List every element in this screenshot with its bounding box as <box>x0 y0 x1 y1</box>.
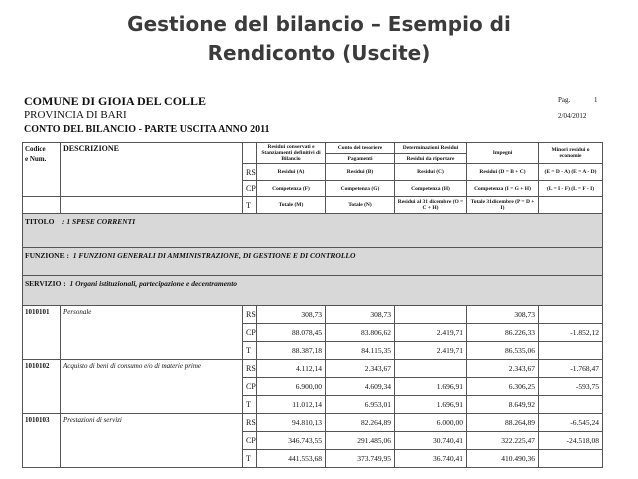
header-col2-mid: Pagamenti <box>326 154 395 164</box>
header-col3-cp: Competenza (H) <box>395 181 467 197</box>
slide-title-line2: Rendiconto (Uscite) <box>207 41 431 65</box>
table-row <box>23 414 603 432</box>
cell-cp-col5: -1.852,12 <box>539 324 603 342</box>
header-codice <box>23 143 61 197</box>
cell-rs-col5: -6.545,24 <box>539 414 603 432</box>
row-description: Prestazioni di servizi <box>61 414 243 468</box>
conto-title: CONTO DEL BILANCIO - PARTE USCITA ANNO 2011 <box>24 124 270 135</box>
cell-rs-col5: -1.768,47 <box>539 360 603 378</box>
cell-t-col5 <box>539 342 603 360</box>
cell-cp-col3: 2.419,71 <box>395 324 467 342</box>
cell-rs-col4: 308,73 <box>467 306 539 324</box>
header-descrizione: DESCRIZIONE <box>61 143 243 197</box>
cell-cp-col1: 346.743,55 <box>257 432 326 450</box>
header-col5-cp: (L = I - F) (L = F - I) <box>539 181 603 197</box>
section-funzione <box>23 248 603 276</box>
cell-rs-col1: 94.810,13 <box>257 414 326 432</box>
table-row <box>23 306 603 324</box>
header-col2-cp: Competenza (G) <box>326 181 395 197</box>
provincia-name: PROVINCIA DI BARI <box>24 109 127 121</box>
header-col4-top: Impegni <box>467 143 539 164</box>
section-titolo <box>23 214 603 248</box>
header-col3-rs: Residui (C) <box>395 164 467 181</box>
section-servizio <box>23 276 603 306</box>
header-col1-cp: Competenza (F) <box>257 181 326 197</box>
row-type-cp: CP <box>243 378 257 396</box>
funzione-label: FUNZIONE : <box>25 251 69 260</box>
titolo-text: : 1 SPESE CORRENTI <box>61 217 136 226</box>
cell-rs-col4: 2.343,67 <box>467 360 539 378</box>
cell-cp-col4: 322.225,47 <box>467 432 539 450</box>
data-rows <box>23 306 603 468</box>
cell-rs-col1: 308,73 <box>257 306 326 324</box>
cell-rs-col2: 308,73 <box>326 306 395 324</box>
cell-rs-col2: 2.343,67 <box>326 360 395 378</box>
row-code: 1010103 <box>23 414 61 468</box>
cell-cp-col1: 6.900,00 <box>257 378 326 396</box>
header-cp: CP <box>243 181 257 197</box>
cell-t-col3: 2.419,71 <box>395 342 467 360</box>
row-description: Personale <box>61 306 243 360</box>
row-type-rs: RS <box>243 306 257 324</box>
header-col5-t <box>539 197 603 214</box>
row-code: 1010102 <box>23 360 61 414</box>
cell-t-col4: 410.490,36 <box>467 450 539 468</box>
page-number: 1 <box>594 96 598 104</box>
header-col4-t: Totale 31dicembre (P = D + I) <box>467 197 539 214</box>
rendiconto-document <box>18 94 604 466</box>
header-col2-top: Conto del tesoriere <box>326 143 395 154</box>
header-t: T <box>243 197 257 214</box>
header-col3-t: Residui al 31 dicembre (O = C + H) <box>395 197 467 214</box>
cell-cp-col5: -593,75 <box>539 378 603 396</box>
comune-name: COMUNE DI GIOIA DEL COLLE <box>24 94 207 108</box>
header-col1-top: Residui conservati e Stanziamenti definitivi di Bilancio <box>257 143 326 164</box>
cell-t-col3: 1.696,91 <box>395 396 467 414</box>
cell-rs-col1: 4.112,14 <box>257 360 326 378</box>
cell-cp-col3: 30.740,41 <box>395 432 467 450</box>
cell-cp-col1: 88.078,45 <box>257 324 326 342</box>
cell-t-col4: 86.535,06 <box>467 342 539 360</box>
header-codice-label: Codice <box>25 145 46 153</box>
page-label: Pag. <box>558 96 571 104</box>
slide-title-line1: Gestione del bilancio – Esempio di <box>127 12 511 36</box>
table-row <box>23 360 603 378</box>
row-type-cp: CP <box>243 324 257 342</box>
document-date: 2/04/2012 <box>558 112 587 120</box>
cell-t-col2: 6.953,01 <box>326 396 395 414</box>
budget-table <box>22 142 603 468</box>
cell-rs-col5 <box>539 306 603 324</box>
cell-t-col3: 36.740,41 <box>395 450 467 468</box>
cell-cp-col4: 6.306,25 <box>467 378 539 396</box>
header-col1-rs: Residui (A) <box>257 164 326 181</box>
cell-t-col5 <box>539 450 603 468</box>
cell-rs-col3 <box>395 360 467 378</box>
cell-t-col1: 88.387,18 <box>257 342 326 360</box>
row-description: Acquisto di beni di consumo e/o di materie prime <box>61 360 243 414</box>
header-rs: RS <box>243 164 257 181</box>
titolo-label: TITOLO <box>25 217 55 226</box>
header-col2-rs: Residui (B) <box>326 164 395 181</box>
row-type-t: T <box>243 342 257 360</box>
header-num-label: e Num. <box>25 155 47 163</box>
servizio-text: 1 Organi istituzionali, partecipazione e decentramento <box>69 279 238 288</box>
cell-rs-col4: 88.264,89 <box>467 414 539 432</box>
row-type-cp: CP <box>243 432 257 450</box>
cell-t-col4: 8.649,92 <box>467 396 539 414</box>
cell-t-col1: 441.553,68 <box>257 450 326 468</box>
cell-cp-col2: 4.609,34 <box>326 378 395 396</box>
header-col4-rs: Residui (D = B + C) <box>467 164 539 181</box>
cell-t-col5 <box>539 396 603 414</box>
row-type-rs: RS <box>243 414 257 432</box>
header-col1-t: Totale (M) <box>257 197 326 214</box>
cell-rs-col3: 6.000,00 <box>395 414 467 432</box>
header-col2-t: Totale (N) <box>326 197 395 214</box>
cell-t-col2: 373.749,95 <box>326 450 395 468</box>
cell-rs-col2: 82.264,89 <box>326 414 395 432</box>
slide-title <box>0 10 638 68</box>
header-col4-cp: Competenza (I = G + H) <box>467 181 539 197</box>
header-col5-top: Minori residui o economie <box>539 143 603 164</box>
header-col5-rs: (E = D - A) (E = A - D) <box>539 164 603 181</box>
row-type-t: T <box>243 396 257 414</box>
cell-t-col2: 84.115,35 <box>326 342 395 360</box>
funzione-text: 1 FUNZIONI GENERALI DI AMMINISTRAZIONE, DI GESTIONE E DI CONTROLLO <box>72 251 356 260</box>
servizio-label: SERVIZIO : <box>25 279 66 288</box>
cell-cp-col5: -24.518,08 <box>539 432 603 450</box>
cell-cp-col4: 86.226,33 <box>467 324 539 342</box>
row-code: 1010101 <box>23 306 61 360</box>
cell-cp-col2: 291.485,06 <box>326 432 395 450</box>
cell-cp-col3: 1.696,91 <box>395 378 467 396</box>
cell-rs-col3 <box>395 306 467 324</box>
row-type-t: T <box>243 450 257 468</box>
cell-cp-col2: 83.806,62 <box>326 324 395 342</box>
cell-t-col1: 11.012,14 <box>257 396 326 414</box>
header-col3-mid: Residui da riportare <box>395 154 467 164</box>
header-col3-top: Determinazioni Residui <box>395 143 467 154</box>
row-type-rs: RS <box>243 360 257 378</box>
